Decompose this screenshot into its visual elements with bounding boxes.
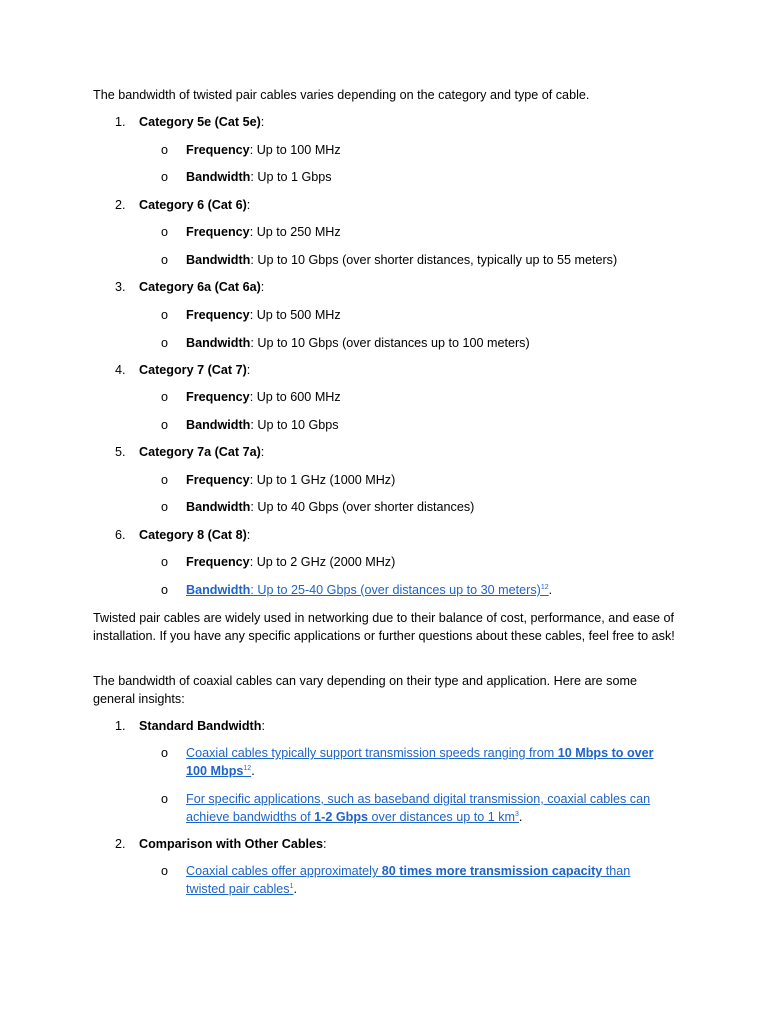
- bullet-icon: o: [161, 390, 169, 404]
- category-name: Category 7a (Cat 7a): [139, 445, 261, 459]
- list-number: 2.: [115, 837, 126, 851]
- citation-marker: 1: [289, 882, 294, 890]
- bullet-icon: o: [161, 253, 169, 267]
- bullet-icon: o: [161, 143, 169, 157]
- bandwidth-value: Up to 1 Gbps: [257, 170, 332, 184]
- list-item-cat6: 2. Category 6 (Cat 6):: [115, 197, 250, 215]
- frequency-value: Up to 100 MHz: [256, 143, 341, 157]
- list-item-cat8: 6. Category 8 (Cat 8):: [115, 527, 250, 545]
- category-name: Category 5e (Cat 5e): [139, 115, 261, 129]
- list-number: 1.: [115, 719, 126, 733]
- list-number: 5.: [115, 445, 126, 459]
- bullet-icon: o: [161, 746, 169, 760]
- bullet-icon: o: [161, 170, 169, 184]
- citation-marker: 12: [243, 764, 252, 772]
- coax-speed-link[interactable]: Coaxial cables typically support transmission speeds ranging from 10 Mbps to over 100 Mbps$^{12}$: [186, 746, 654, 778]
- document-page: The bandwidth of twisted pair cables varies depending on the category and type of cable. 1. Category 5e (Cat 5e): o Frequency: Up to 100 MHz o Bandwidth: Up to 1 Gbps 2. Category 6 (Cat 6): o Frequency: Up to 250 MHz o Bandwidth: Up to 10 Gbps (over shorter distances, typically up to 55 meters) 3. Category 6a (Cat 6a): o Frequency: Up to 500 MHz o Bandwidth: Up to 10 Gbps (over distances up to 100 meters) 4. Category 7 (Cat 7): o Frequency: Up to 600 MHz o Bandwidth: Up to 10 Gbps 5. Category 7a (Cat 7a): o Frequency: Up to 1 GHz (1000 MHz) o Bandwidth: Up to 40 Gbps (over shorter distances) 6. Category 8 (Cat 8): o Frequency: Up to 2 GHz (2000 MHz) o Bandwidth: Up to 25-40 Gbps (over distances up to 30 meters)$^{12}$. Twisted pair cables are widely used in networking due to their balance of cost, performance, and ease of installation. If you have any specific applications or further questions about these cables, feel free to ask! The bandwidth of coaxial cables can vary depending on their type and application. Here are some general insights: 1. Standard Bandwidth: o Coaxial cables typically support transmission speeds ranging from 10 Mbps to over 100 Mbps$^{12}$. o For specific applications, such as baseband digital transmission, coaxial cables can achieve bandwidths of 1-2 Gbps over distances up to 1 $km^3$. 2. Comparison with Other Cables: o Coaxial cables offer approximately 80 times more transmission capacity than twisted pair cables$^1$.: [0, 0, 768, 1024]
- bullet-icon: o: [161, 500, 169, 514]
- bullet-icon: o: [161, 336, 169, 350]
- frequency-value: Up to 250 MHz: [256, 225, 341, 239]
- list-item-cat6a: 3. Category 6a (Cat 6a):: [115, 279, 264, 297]
- intro-paragraph: The bandwidth of twisted pair cables varies depending on the category and type of cable.: [93, 88, 590, 102]
- cat8-bandwidth-link[interactable]: Bandwidth: Up to 25-40 Gbps (over distances up to 30 meters)$^{12}$: [186, 583, 549, 597]
- list-number: 6.: [115, 528, 126, 542]
- category-name: Category 7 (Cat 7): [139, 363, 247, 377]
- bullet-icon: o: [161, 792, 169, 806]
- bullet-icon: o: [161, 473, 169, 487]
- bullet-icon: o: [161, 583, 169, 597]
- category-name: Category 6a (Cat 6a): [139, 280, 261, 294]
- list-number: 1.: [115, 115, 126, 129]
- list-item-cat7a: 5. Category 7a (Cat 7a):: [115, 444, 264, 462]
- list-number: 4.: [115, 363, 126, 377]
- category-name: Category 6 (Cat 6): [139, 198, 247, 212]
- list-number: 3.: [115, 280, 126, 294]
- list-item-cat7: 4. Category 7 (Cat 7):: [115, 362, 250, 380]
- section-title: Comparison with Other Cables: [139, 837, 324, 851]
- citation-marker: 3: [515, 810, 519, 818]
- coax-capacity-link[interactable]: Coaxial cables offer approximately 80 times more transmission capacity than twisted pair cables$^1$: [186, 864, 631, 896]
- frequency-value: Up to 2 GHz (2000 MHz): [256, 555, 396, 569]
- citation-marker[interactable]: 12: [540, 584, 549, 591]
- coax-intro-paragraph: The bandwidth of coaxial cables can vary depending on their type and application. Here are some general insights:: [93, 674, 637, 706]
- frequency-value: Up to 1 GHz (1000 MHz): [256, 473, 396, 487]
- list-item-standard-bandwidth: 1. Standard Bandwidth:: [115, 718, 265, 736]
- bullet-icon: o: [161, 308, 169, 322]
- bullet-icon: o: [161, 418, 169, 432]
- list-item-cat5e: 1. Category 5e (Cat 5e):: [115, 114, 264, 132]
- section-title: Standard Bandwidth: [139, 719, 262, 733]
- list-number: 2.: [115, 198, 126, 212]
- frequency-value: Up to 600 MHz: [256, 390, 341, 404]
- category-name: Category 8 (Cat 8): [139, 528, 247, 542]
- frequency-value: Up to 500 MHz: [256, 308, 341, 322]
- bandwidth-value: Up to 40 Gbps (over shorter distances): [257, 500, 475, 514]
- bullet-icon: o: [161, 555, 169, 569]
- list-item-comparison: 2. Comparison with Other Cables:: [115, 836, 327, 854]
- bandwidth-value: Up to 10 Gbps (over shorter distances, typically up to 55 meters): [257, 253, 618, 267]
- coax-baseband-link[interactable]: For specific applications, such as baseband digital transmission, coaxial cables can achieve bandwidths of 1-2 Gbps over distances up to 1 $km^3$: [186, 792, 651, 824]
- bandwidth-value: Up to 10 Gbps (over distances up to 100 meters): [257, 336, 530, 350]
- closing-paragraph: Twisted pair cables are widely used in networking due to their balance of cost, performance, and ease of installation. If you have any specific applications or further questions about these cables, feel free to ask!: [93, 611, 675, 643]
- bandwidth-value: Up to 10 Gbps: [257, 418, 339, 432]
- bullet-icon: o: [161, 225, 169, 239]
- bullet-icon: o: [161, 864, 169, 878]
